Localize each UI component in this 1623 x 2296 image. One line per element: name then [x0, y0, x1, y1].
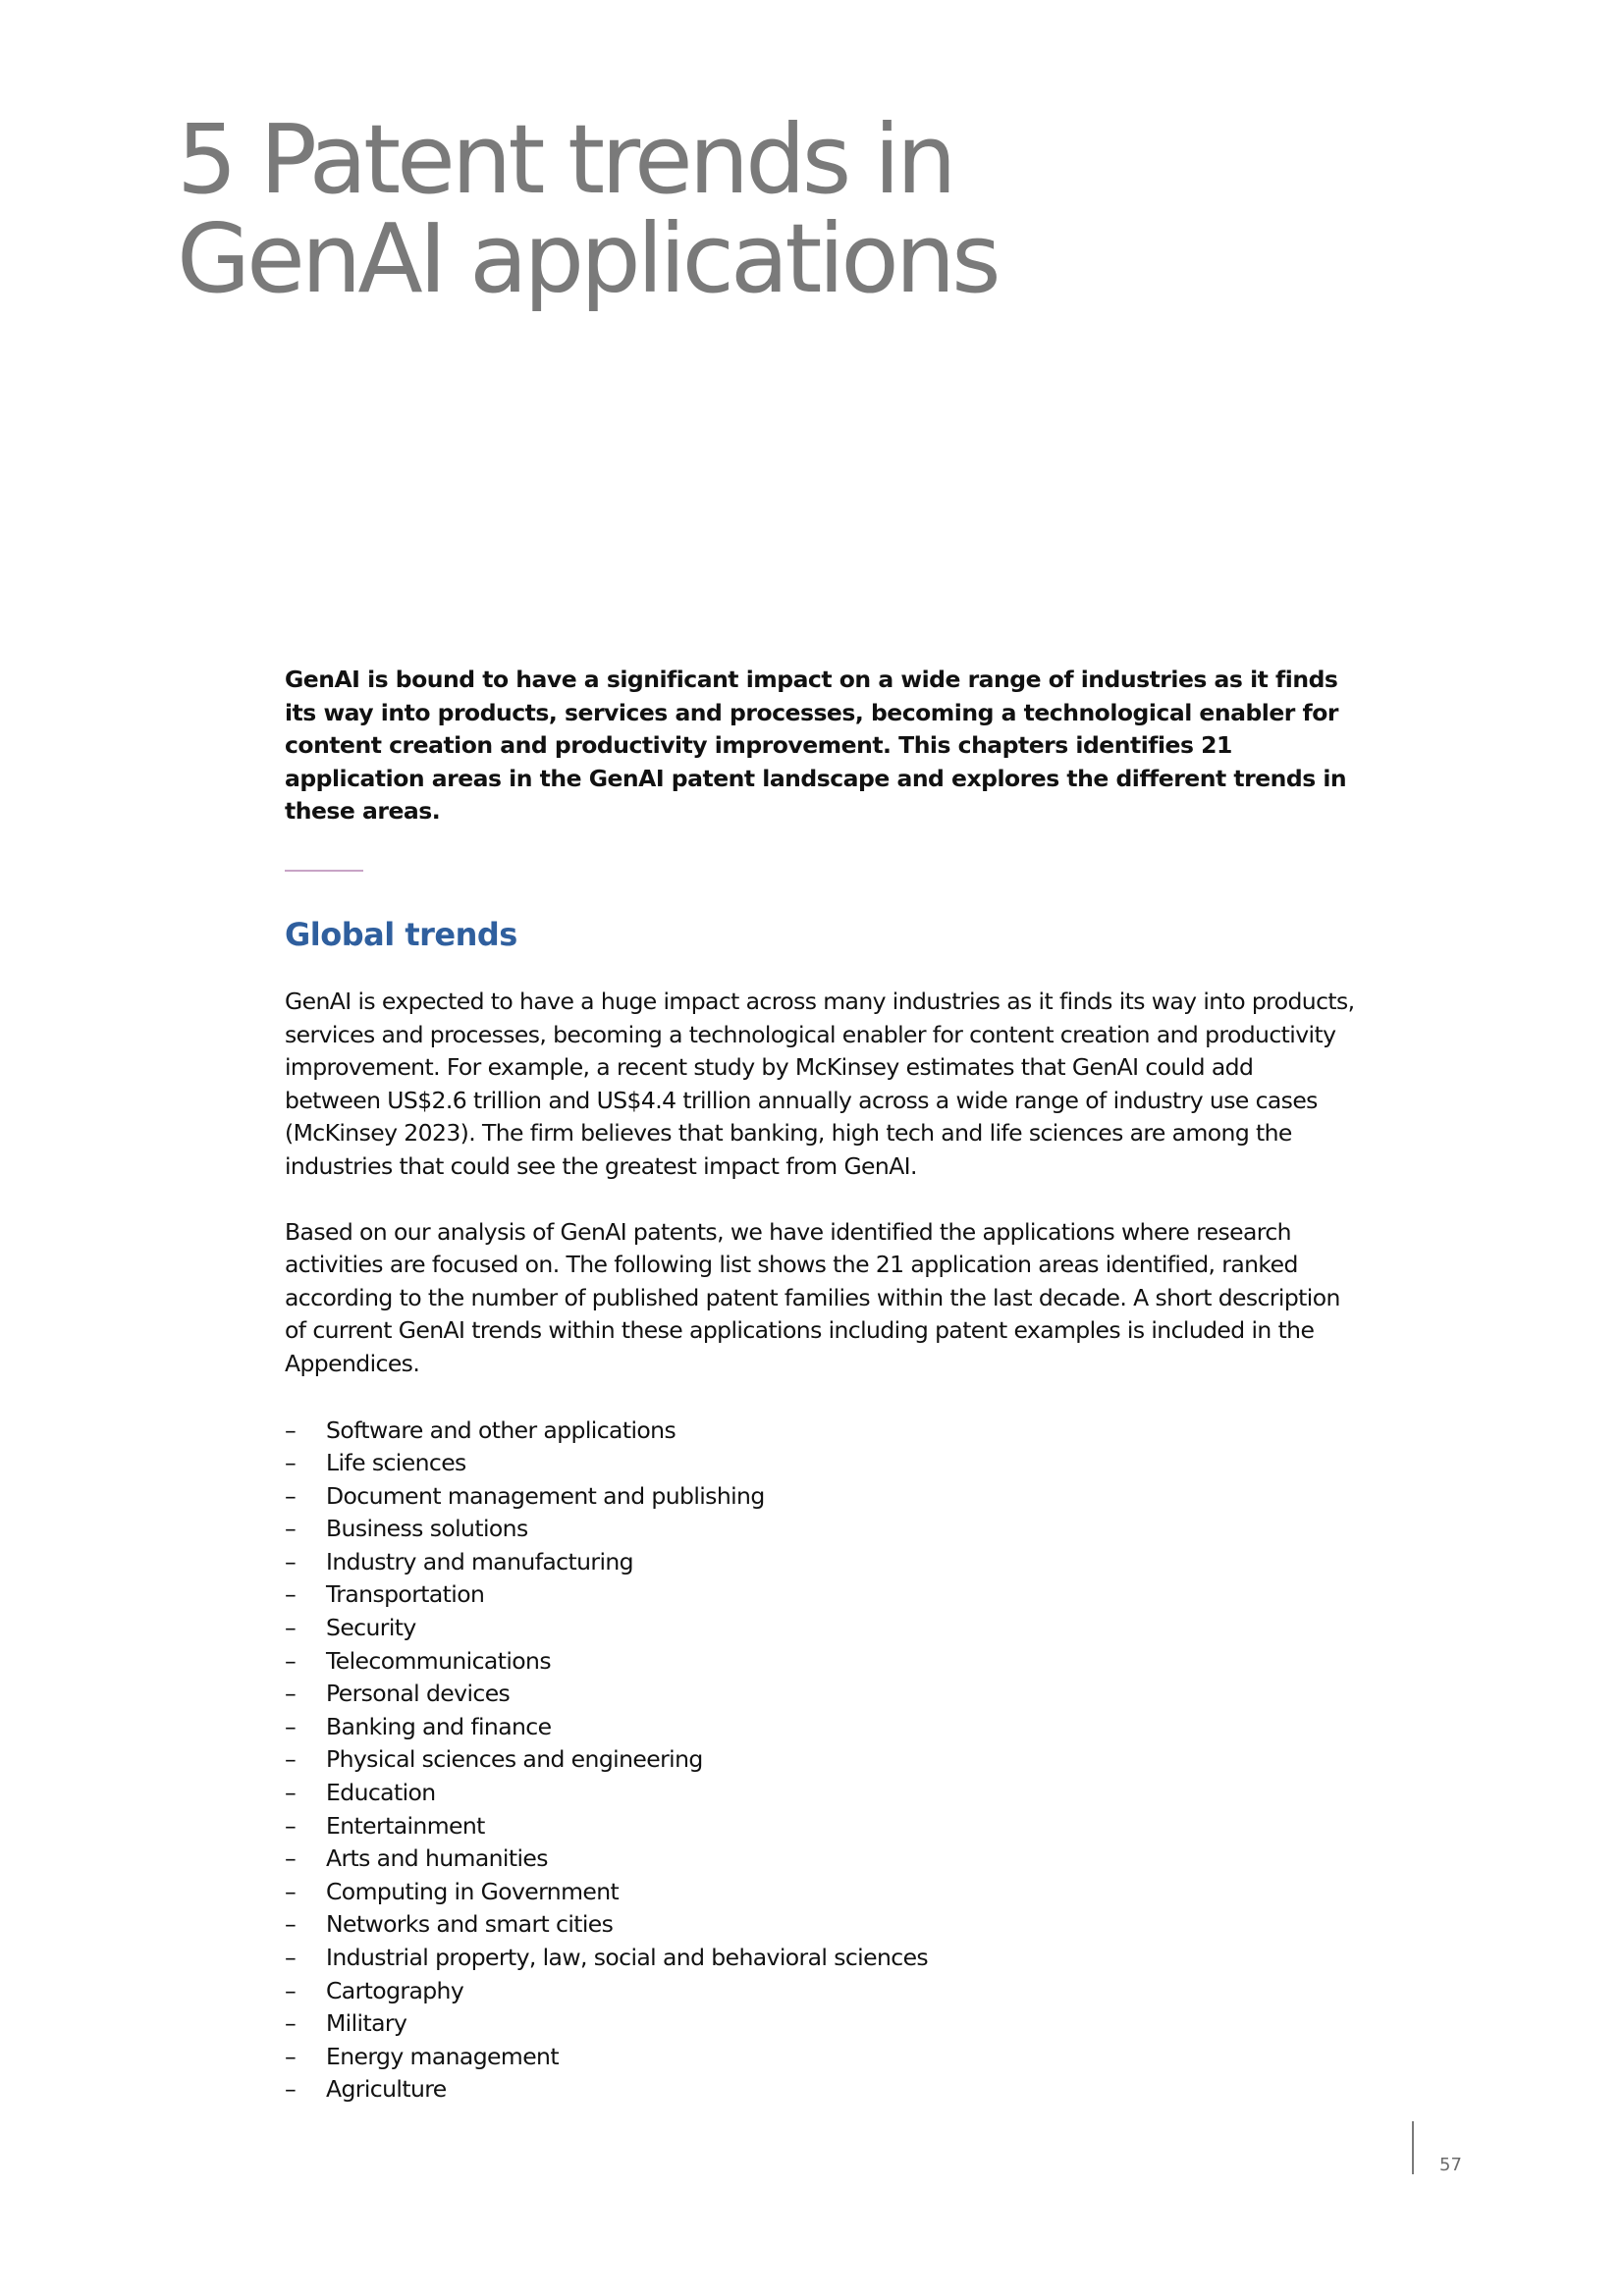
bullet-dash: – — [285, 2075, 297, 2104]
bullet-dash: – — [285, 1547, 297, 1575]
bullet-dash: – — [285, 1944, 297, 1971]
body-paragraph-1: GenAI is expected to have a huge impact across many industries as it finds its way into products, services and processes, becoming a technological enabler for content creation and productivity improvement. For example, a recent study by McKinsey estimates that GenAI could add between US$2.6 trillion and US$4.4 trillion annually across a wide range of industry use cases (McKinsey 2023). The firm believes that banking, high tech and life sciences are among the industries that could see the greatest impact from GenAI. — [285, 987, 1355, 1180]
body-paragraph-2: Based on our analysis of GenAI patents, we have identified the applications where research activities are focused on. The following list shows the 21 application areas identified, ranked according to the number of published patent families within the last decade. A short description of current GenAI trends within these applications including patent examples is included in the Appendices. — [285, 1217, 1340, 1377]
lead-paragraph: GenAI is bound to have a significant impact on a wide range of industries as it finds its way into products, services and processes, becoming a technological enabler for content creation and productivity improvement. This chapters identifies 21 application areas in the GenAI patent landscape and explores the different trends in these areas. — [285, 666, 1347, 826]
list-item — [285, 1942, 1355, 1975]
chapter-title-line-1: 5 Patent trends in — [177, 104, 953, 215]
bullet-dash: – — [285, 1680, 297, 1708]
list-item-label: Computing in Government — [326, 1877, 620, 1905]
bullet-dash: – — [285, 1646, 297, 1675]
list-item-label: Energy management — [326, 2042, 559, 2070]
bullet-dash: – — [285, 1779, 297, 1807]
bullet-dash: – — [285, 1910, 297, 1939]
list-item — [285, 2007, 1355, 2041]
main-content — [285, 664, 1355, 2107]
chapter-title — [177, 104, 998, 314]
bullet-dash: – — [285, 1976, 297, 2004]
list-item-label: Business solutions — [326, 1515, 528, 1543]
list-item-label: Security — [326, 1614, 416, 1642]
bullet-dash: – — [285, 2009, 297, 2038]
application-areas-list — [285, 1415, 1355, 2107]
list-item — [285, 2041, 1355, 2074]
list-item-label: Networks and smart cities — [326, 1910, 614, 1939]
list-item-label: Industry and manufacturing — [326, 1547, 633, 1575]
bullet-dash: – — [285, 1481, 297, 1510]
bullet-dash: – — [285, 1515, 297, 1543]
list-item-label: Cartography — [326, 1976, 464, 2004]
bullet-dash: – — [285, 1614, 297, 1642]
list-item — [285, 1447, 1355, 1480]
list-item — [285, 1578, 1355, 1612]
bullet-dash: – — [285, 1580, 297, 1609]
page-number: 57 — [1439, 2155, 1462, 2175]
list-item — [285, 1678, 1355, 1711]
list-item — [285, 1480, 1355, 1514]
list-item — [285, 1743, 1355, 1777]
list-item-label: Education — [326, 1779, 436, 1807]
bullet-dash: – — [285, 1877, 297, 1905]
section-heading: Global trends — [285, 915, 517, 953]
list-item — [285, 1975, 1355, 2008]
list-item — [285, 1711, 1355, 1744]
page-number-divider — [1412, 2121, 1414, 2174]
list-item-label: Telecommunications — [326, 1646, 551, 1675]
list-item-label: Life sciences — [326, 1449, 466, 1477]
list-item-label: Agriculture — [326, 2075, 447, 2104]
list-item-label: Entertainment — [326, 1811, 485, 1840]
list-item — [285, 1876, 1355, 1909]
bullet-dash: – — [285, 1745, 297, 1774]
list-item — [285, 1810, 1355, 1843]
bullet-dash: – — [285, 1712, 297, 1740]
list-item-label: Industrial property, law, social and behavioral sciences — [326, 1944, 929, 1971]
list-item-label: Banking and finance — [326, 1712, 552, 1740]
bullet-dash: – — [285, 1811, 297, 1840]
list-item — [285, 1645, 1355, 1679]
list-item-label: Personal devices — [326, 1680, 511, 1708]
bullet-dash: – — [285, 1449, 297, 1477]
bullet-dash: – — [285, 1415, 297, 1444]
list-item-label: Software and other applications — [326, 1415, 676, 1444]
section-divider — [285, 870, 363, 872]
list-item — [285, 1546, 1355, 1579]
list-item-label: Arts and humanities — [326, 1844, 548, 1873]
bullet-dash: – — [285, 2042, 297, 2070]
list-item-label: Document management and publishing — [326, 1481, 765, 1510]
chapter-title-line-2: GenAI applications — [177, 203, 998, 314]
list-item-label: Transportation — [326, 1580, 485, 1609]
list-item-label: Military — [326, 2009, 407, 2038]
list-item — [285, 1612, 1355, 1645]
list-item — [285, 1908, 1355, 1942]
bullet-dash: – — [285, 1844, 297, 1873]
list-item — [285, 1513, 1355, 1546]
list-item — [285, 1415, 1355, 1448]
list-item — [285, 2073, 1355, 2107]
list-item-label: Physical sciences and engineering — [326, 1745, 703, 1774]
list-item — [285, 1842, 1355, 1876]
list-item — [285, 1777, 1355, 1810]
